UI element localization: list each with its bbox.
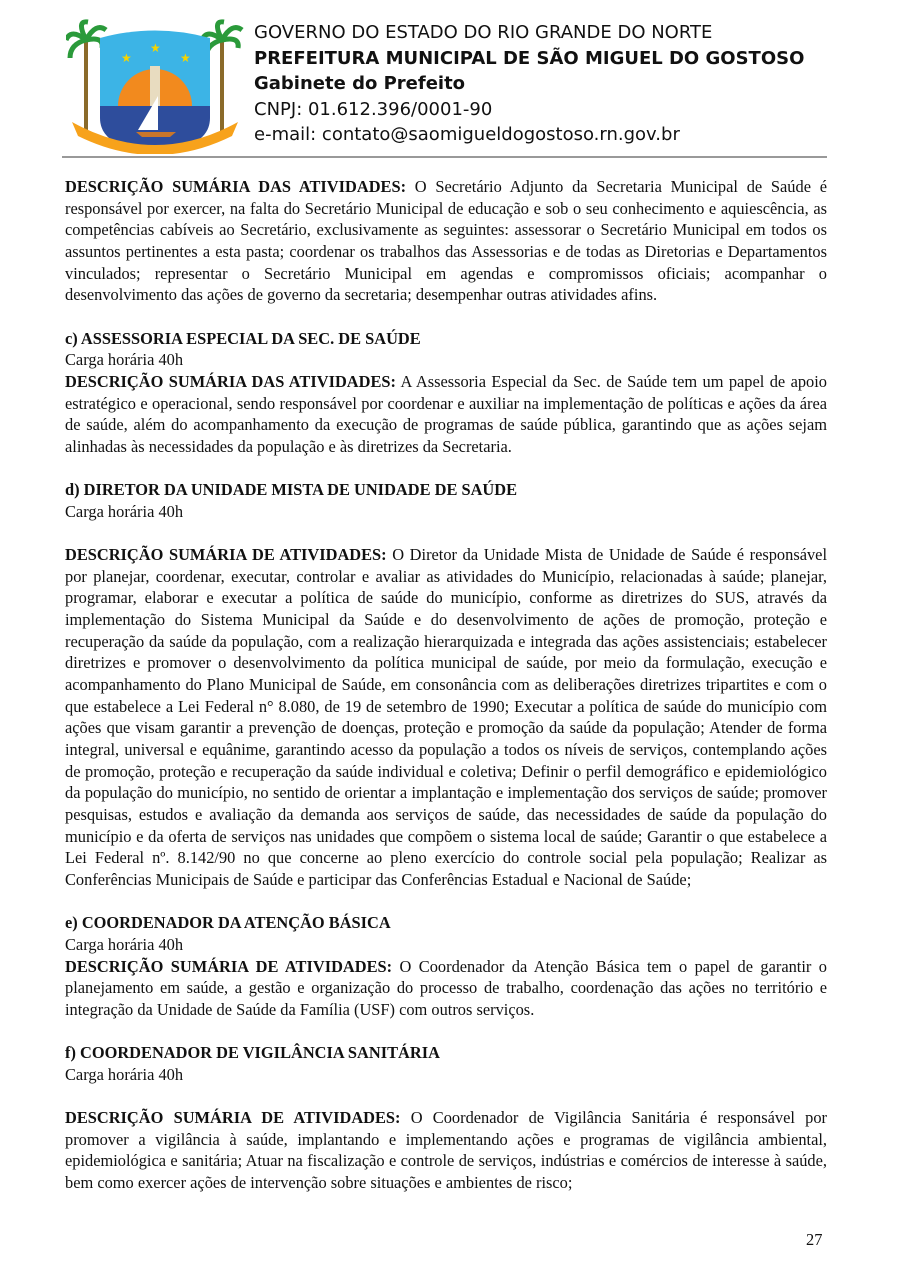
section-title: d) DIRETOR DA UNIDADE MISTA DE UNIDADE DE SAÚDE bbox=[65, 480, 518, 500]
office-line: Gabinete do Prefeito bbox=[254, 73, 466, 94]
description-text: O Diretor da Unidade Mista de Unidade de Saúde é responsável por planejar, coordenar, executar, controlar e avaliar as atividades do Município, relacionadas à saúde; planejar, programar, elaborar e executar a política de saúde do município, conforme as diretrizes do SUS, através da implementação do Sistema Municipal da Saúde e do desenvolvimento de ações de promoção, proteção e recuperação da saúde da população, com a realização hierarquizada e integrada das ações assistenciais; estabelecer diretrizes e promover o desenvolvimento da política municipal de saúde, por meio da formulação, execução e acompanhamento do Plano Municipal de Saúde, em consonância com as deliberações diretrizes tripartites e com o que estabelece a Lei Federal n° 8.080, de 19 de setembro de 1990; Executar a política de saúde do município com ações que visam garantir a prevenção de doenças, proteção e promoção da saúde da população; Atender de forma integral, universal e equânime, garantindo acesso da população a todos os níveis de serviços, contemplando ações de promoção, proteção e recuperação da saúde individual e coletiva; Definir o perfil demográfico e epidemiológico da população do município, no sentido de orientar a implantação e implementação dos serviços de saúde; promover pesquisas, estudos e avaliação da demanda aos serviços de saúde, das necessidades de saúde da população do município e da oferta de serviços nas unidades que compõem o sistema local de saúde; Garantir o que estabelece a Lei Federal nº. 8.142/90 no que concerne ao pleno exercício do controle social pela população; Realizar as Conferências Municipais de Saúde e participar das Conferências Estadual e Nacional de Saúde; bbox=[65, 545, 827, 889]
description-text: O Secretário Adjunto da Secretaria Municipal de Saúde é responsável por exercer, na falta do Secretário Municipal de educação e sob o seu conhecimento e aquiescência, as competências cabíveis ao Secretário, exclusivamente as seguintes: assessorar o Secretário Municipal em todos os assuntos pertinentes a esta pasta; coordenar os trabalhos das Assessorias e de todas as Diretorias e Departamentos vinculados; representar o Secretário Municipal em agendas e compromissos oficiais; acompanhar o desenvolvimento das ações de governo da secretaria; desempenhar outras atividades afins. bbox=[65, 177, 827, 305]
section-hours: Carga horária 40h bbox=[65, 501, 184, 521]
section-description bbox=[65, 956, 827, 1021]
email-line: e-mail: contato@saomigueldogostoso.rn.gov.br bbox=[254, 124, 680, 145]
page-number: 27 bbox=[806, 1230, 823, 1249]
section-title: e) COORDENADOR DA ATENÇÃO BÁSICA bbox=[65, 913, 391, 933]
section-hours: Carga horária 40h bbox=[65, 1064, 184, 1084]
description-label: DESCRIÇÃO SUMÁRIA DAS ATIVIDADES: bbox=[65, 371, 396, 391]
svg-text:★: ★ bbox=[180, 51, 191, 65]
header-divider bbox=[62, 156, 827, 158]
section-description bbox=[65, 1107, 827, 1194]
section-hours: Carga horária 40h bbox=[65, 934, 184, 954]
svg-text:★: ★ bbox=[121, 51, 132, 65]
municipality-line: PREFEITURA MUNICIPAL DE SÃO MIGUEL DO GOSTOSO bbox=[254, 47, 805, 69]
cnpj-line: CNPJ: 01.612.396/0001-90 bbox=[254, 98, 493, 120]
municipal-coat-of-arms-logo bbox=[66, 18, 244, 154]
description-label: DESCRIÇÃO SUMÁRIA DE ATIVIDADES: bbox=[65, 956, 393, 976]
document-body bbox=[65, 176, 827, 1194]
state-government-line: GOVERNO DO ESTADO DO RIO GRANDE DO NORTE bbox=[254, 22, 713, 43]
svg-text:★: ★ bbox=[150, 41, 161, 55]
intro-paragraph bbox=[65, 176, 827, 306]
description-label: DESCRIÇÃO SUMÁRIA DE ATIVIDADES: bbox=[65, 545, 387, 565]
section-description bbox=[65, 371, 827, 458]
description-label: DESCRIÇÃO SUMÁRIA DAS ATIVIDADES: bbox=[65, 177, 407, 196]
section-title: c) ASSESSORIA ESPECIAL DA SEC. DE SAÚDE bbox=[65, 328, 421, 348]
section-hours: Carga horária 40h bbox=[65, 350, 184, 370]
section-description bbox=[65, 544, 827, 891]
description-text: O Coordenador de Vigilância Sanitária é responsável por promover a vigilância à saúde, implantando e implementando ações e programas de vigilância ambiental, epidemiológica e sanitária; Atuar na fiscalização e controle de serviços, indústrias e comércios de interesse à saúde, bem como exercer ações de intervenção sobre situações e ambientes de risco; bbox=[65, 1108, 827, 1193]
description-label: DESCRIÇÃO SUMÁRIA DE ATIVIDADES: bbox=[65, 1108, 401, 1128]
description-text: A Assessoria Especial da Sec. de Saúde tem um papel de apoio estratégico e operacional, sendo responsável por coordenar e auxiliar na implementação de políticas e ações da área de saúde, além do acompanhamento da execução de programas de saúde pública, garantindo que as ações sejam alinhadas às necessidades da população e às diretrizes da Secretaria. bbox=[65, 371, 827, 456]
letterhead bbox=[254, 20, 804, 148]
section-title: f) COORDENADOR DE VIGILÂNCIA SANITÁRIA bbox=[65, 1043, 440, 1063]
description-text: O Coordenador da Atenção Básica tem o papel de garantir o planejamento em saúde, a gestão e organização do processo de trabalho, coordenação das ações no território e integração da Unidade de Saúde da Família (USF) com outros serviços. bbox=[65, 956, 827, 1019]
